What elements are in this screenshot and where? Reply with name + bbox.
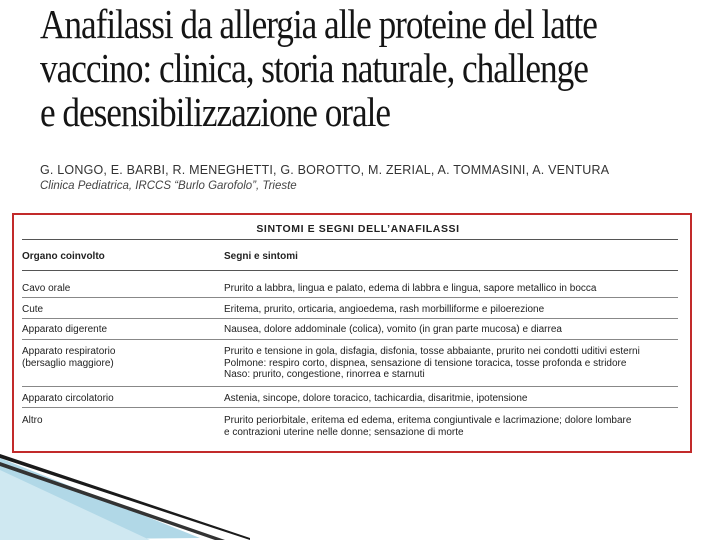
slide-corner-decoration bbox=[0, 440, 720, 540]
row-rule bbox=[22, 339, 678, 340]
authors-line: G. LONGO, E. BARBI, R. MENEGHETTI, G. BOROTTO, M. ZERIAL, A. TOMMASINI, A. VENTURA bbox=[40, 163, 610, 177]
symptoms-cell: Nausea, dolore addominale (colica), vomito (in gran parte mucosa) e diarrea bbox=[224, 324, 562, 335]
table-top-rule bbox=[22, 239, 678, 240]
symptoms-cell: Astenia, sincope, dolore toracico, tachicardia, disaritmie, ipotensione bbox=[224, 393, 528, 404]
symptoms-table bbox=[12, 213, 692, 453]
row-rule bbox=[22, 386, 678, 387]
title-line-2: vaccino: clinica, storia naturale, challenge bbox=[40, 45, 588, 91]
organ-cell: Apparato digerente bbox=[22, 324, 108, 335]
organ-cell: Cute bbox=[22, 304, 44, 315]
symptoms-cell: Eritema, prurito, orticaria, angioedema, rash morbilliforme e piloerezione bbox=[224, 304, 545, 315]
title-line-3: e desensibilizzazione orale bbox=[40, 89, 391, 135]
symptoms-cell: Prurito a labbra, lingua e palato, edema di labbra e lingua, sapore metallico in bocca bbox=[224, 283, 597, 294]
organ-cell: Cavo orale bbox=[22, 283, 71, 294]
organ-cell: Altro bbox=[22, 415, 43, 426]
row-rule bbox=[22, 318, 678, 319]
column-header-organ: Organo coinvolto bbox=[22, 251, 105, 262]
symptoms-cell: Prurito e tensione in gola, disfagia, disfonia, tosse abbaiante, prurito nei condotti uditivi esterni Polmone: respiro corto, dispnea, sensazione di tensione toracica, tosse profonda e stridore Naso: prurito, congestione, rinorrea e starnuti bbox=[224, 346, 640, 380]
organ-cell: Apparato circolatorio bbox=[22, 393, 114, 404]
table-header-rule bbox=[22, 270, 678, 271]
symptoms-cell: Prurito periorbitale, eritema ed edema, eritema congiuntivale e lacrimazione; dolore lombare e contrazioni uterine nelle donne; sensazione di morte bbox=[224, 415, 632, 438]
title-line-1: Anafilassi da allergia alle proteine del latte bbox=[40, 1, 597, 47]
affiliation-line: Clinica Pediatrica, IRCCS “Burlo Garofolo”, Trieste bbox=[40, 180, 297, 192]
document-title bbox=[40, 2, 616, 134]
row-rule bbox=[22, 297, 678, 298]
table-title: SINTOMI E SEGNI DELL’ANAFILASSI bbox=[256, 223, 460, 235]
organ-cell: Apparato respiratorio (bersaglio maggiore) bbox=[22, 346, 116, 369]
row-rule bbox=[22, 407, 678, 408]
column-header-symptoms: Segni e sintomi bbox=[224, 251, 298, 262]
